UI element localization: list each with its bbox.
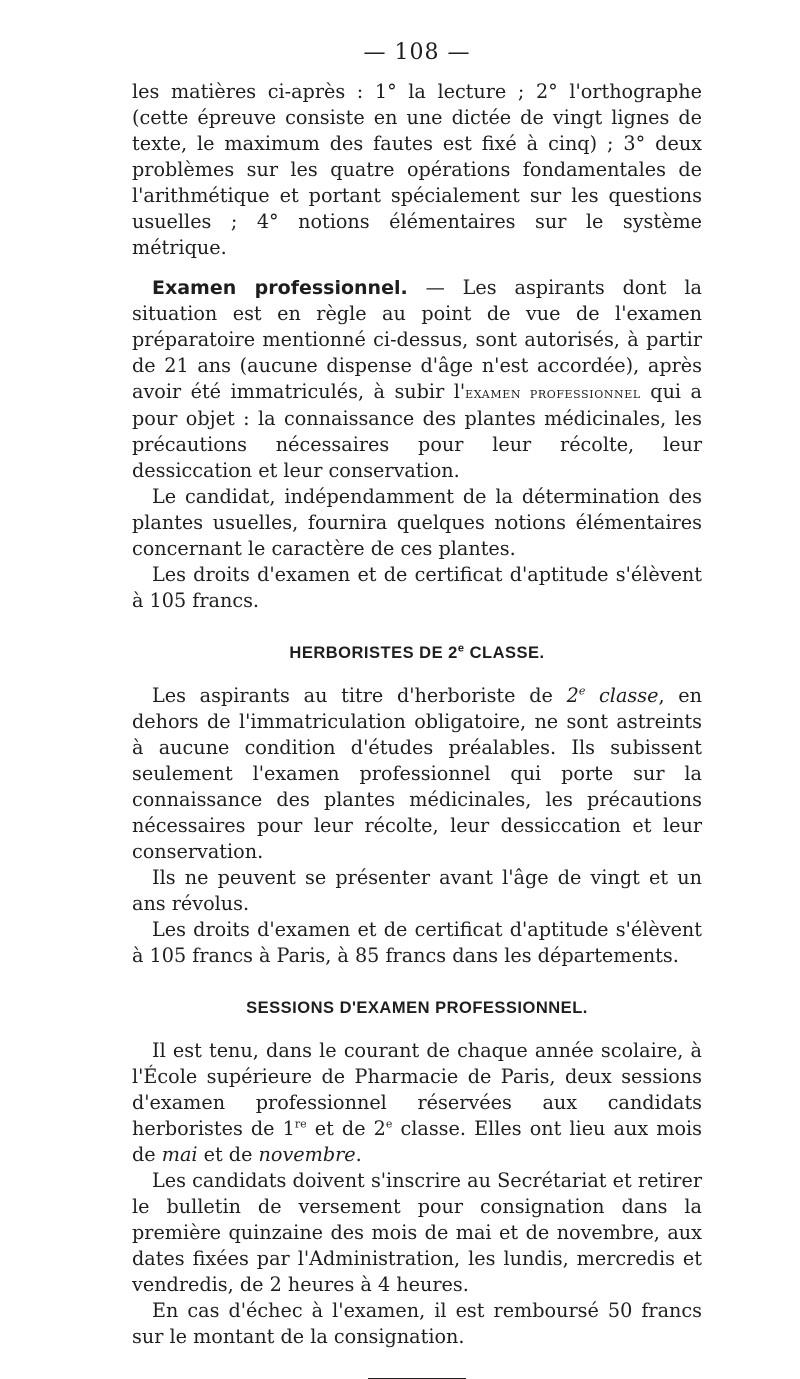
paragraph-second-class-aspirants: Les aspirants au titre d'herboriste de 2e classe, en dehors de l'immatriculation obligatoire, ne sont astreints à aucune condition d'études préalables. Ils subissent seulement l'examen professionnel qui porte sur la connaissance des plantes médicinales, les précautions nécessaires pour leur récolte, leur dessiccation et leur conservation. bbox=[132, 684, 702, 863]
paragraph-registration: Les candidats doivent s'inscrire au Secrétariat et retirer le bulletin de versement pour consignation dans la première quinzaine des mois de mai et de novembre, aux dates fixées par l'Administration, les lundis, mercredis et vendredis, de 2 heures à 4 heures. bbox=[132, 1169, 702, 1296]
paragraph-refund: En cas d'échec à l'examen, il est remboursé 50 francs sur le montant de la consignation. bbox=[132, 1299, 702, 1348]
section-heading-sessions: SESSIONS D'EXAMEN PROFESSIONNEL. bbox=[246, 999, 588, 1017]
small-caps-term: examen professionnel bbox=[465, 384, 641, 402]
document-page bbox=[132, 40, 702, 1379]
paragraph-exam-subjects: les matières ci-après : 1° la lecture ; 2° l'orthographe (cette épreuve consiste en une dictée de vingt lignes de texte, le maximum des fautes est fixé à cinq) ; 3° deux problèmes sur les quatre opérations fondamentales de l'arithmétique et portant spécialement sur les questions usuelles ; 4° notions élémentaires sur le système métrique. bbox=[132, 80, 702, 259]
paragraph-text: — Les aspirants dont la situation est en règle au point de vue de l'examen préparatoire mentionné ci-dessus, sont autorisés, à partir de 21 ans (aucune dispense d'âge n'est accordée), après avoir été immatriculés, à subir l' bbox=[132, 276, 702, 403]
paragraph-professional-exam bbox=[132, 275, 702, 484]
paragraph-fees-second-class: Les droits d'examen et de certificat d'aptitude s'élèvent à 105 francs à Paris, à 85 francs dans les départements. bbox=[132, 918, 702, 967]
paragraph-sessions: Il est tenu, dans le courant de chaque année scolaire, à l'École supérieure de Pharmacie de Paris, deux sessions d'examen professionnel réservées aux candidats herboristes de 1re et de 2e classe. Elles ont lieu aux mois de mai et de novembre. bbox=[132, 1039, 702, 1166]
inline-heading-professional-exam: Examen professionnel. bbox=[152, 277, 408, 299]
italic-class-term: 2e classe bbox=[566, 684, 659, 707]
paragraph-candidate: Le candidat, indépendamment de la détermination des plantes usuelles, fournira quelques notions élémentaires concernant le caractère de ces plantes. bbox=[132, 485, 702, 560]
italic-month-november: novembre bbox=[258, 1143, 356, 1166]
paragraph-age-requirement: Ils ne peuvent se présenter avant l'âge de vingt et un ans révolus. bbox=[132, 866, 702, 915]
paragraph-fees-first-class: Les droits d'examen et de certificat d'aptitude s'élèvent à 105 francs. bbox=[132, 563, 702, 612]
paragraph-text: qui a pour objet : la connaissance des plantes médicinales, les précautions nécessaires pour leur récolte, leur dessiccation et leur conservation. bbox=[132, 380, 702, 482]
page-number: — 108 — bbox=[363, 40, 471, 65]
section-heading-second-class: HERBORISTES DE 2e CLASSE. bbox=[289, 642, 545, 662]
italic-month-may: mai bbox=[161, 1143, 198, 1166]
